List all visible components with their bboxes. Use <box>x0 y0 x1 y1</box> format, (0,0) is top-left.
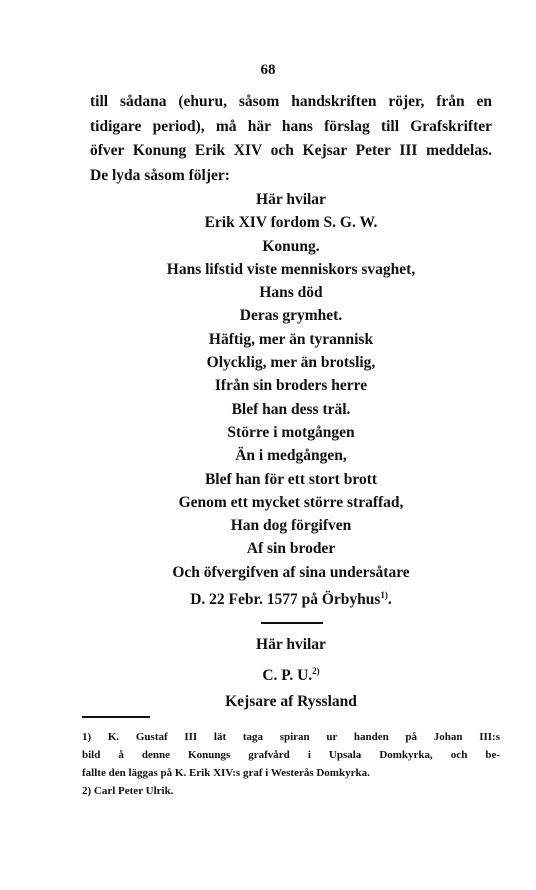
footnotes <box>82 728 500 800</box>
footnote-line: 1) K. Gustaf III lät taga spiran ur handen på Johan III:s <box>82 731 500 743</box>
epitaph-line: Konung. <box>262 237 320 255</box>
footnote-line: 2) Carl Peter Ulrik. <box>82 785 174 797</box>
epitaph-line: Och öfvergifven af sina undersåtare <box>172 563 410 581</box>
intro-line: De lyda såsom följer: <box>90 166 230 184</box>
epitaph-date-text: D. 22 Febr. 1577 på Örbyhus <box>190 591 381 609</box>
epitaph-line: Hans död <box>259 284 323 302</box>
page-number: 68 <box>260 62 276 78</box>
footnote-marker: 2) <box>312 666 320 676</box>
epitaph-erik-xiv <box>90 188 492 612</box>
section-divider <box>261 622 323 624</box>
epitaph-line: Deras grymhet. <box>239 307 343 325</box>
epitaph-date-period: . <box>387 591 392 609</box>
epitaph-line: Af sin broder <box>246 540 336 558</box>
epitaph-peter-iii <box>90 632 492 715</box>
epitaph-line: Genom ett mycket större straffad, <box>178 493 404 511</box>
intro-paragraph <box>90 90 492 188</box>
footnote-rule <box>82 716 150 718</box>
epitaph-line: Ifrån sin broders herre <box>214 377 368 395</box>
epitaph-line: Kejsare af Ryssland <box>225 693 357 711</box>
epitaph-line: Blef han för ett stort brott <box>204 470 378 488</box>
epitaph-initials-line <box>90 658 492 689</box>
intro-line: öfver Konung Erik XIV och Kejsar Peter III meddelas. <box>90 142 492 159</box>
footnote-line: fallte den läggas på K. Erik XIV:s graf i Westerås Domkyrka. <box>82 767 370 779</box>
intro-line: till sådana (ehuru, såsom handskriften röjer, från en <box>90 93 492 110</box>
epitaph-line: Hans lifstid viste menniskors svaghet, <box>166 260 416 278</box>
intro-line: tidigare period), må här hans förslag till Grafskrifter <box>90 117 492 135</box>
footnote-marker: 1) <box>380 590 388 601</box>
epitaph-line: Än i medgången, <box>235 447 347 465</box>
epitaph-line: Större i motgången <box>227 423 355 441</box>
epitaph-line: Häftig, mer än tyrannisk <box>208 330 374 348</box>
epitaph-date-line <box>90 584 492 611</box>
epitaph-line: Han dog förgifven <box>230 517 352 535</box>
epitaph-line: Olycklig, mer än brotslig, <box>206 354 376 372</box>
epitaph-initials: C. P. U. <box>262 667 313 685</box>
epitaph-line: Blef han dess träl. <box>231 400 351 418</box>
footnote-line: bild å denne Konungs grafvård i Upsala Domkyrka, och be- <box>82 749 500 761</box>
epitaph-line: Erik XIV fordom S. G. W. <box>204 214 378 232</box>
epitaph-line: Här hvilar <box>256 191 326 208</box>
epitaph-line: Här hvilar <box>256 636 326 653</box>
